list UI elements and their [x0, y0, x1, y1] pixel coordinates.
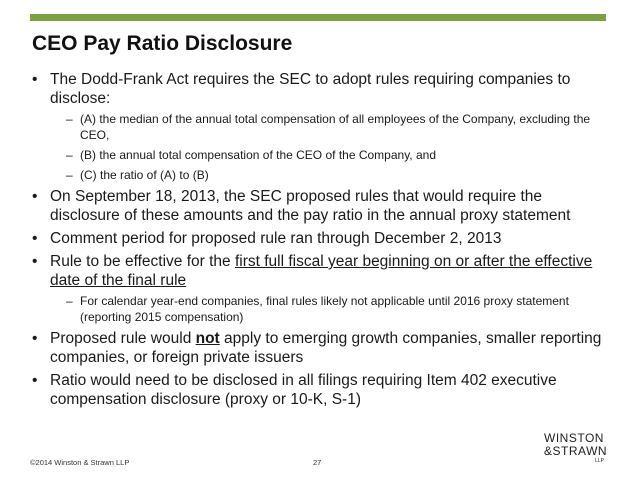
slide-title: CEO Pay Ratio Disclosure [32, 32, 293, 55]
sub-bullet-list [50, 111, 616, 183]
underlined-text: first full fiscal year beginning on or after the effective date of the final rule [50, 253, 593, 289]
logo-line-2: &STRAWN [544, 444, 608, 458]
bullet-item: • Ratio would need to be disclosed in all filings requiring Item 402 executive compensation disclosure (proxy or 10-K, S-1) [26, 371, 616, 409]
slide-content [26, 70, 616, 413]
sub-bullet-item: – (A) the median of the annual total compensation of all employees of the Company, excluding the CEO, [50, 111, 616, 143]
firm-logo [544, 432, 607, 464]
accent-bar [30, 14, 606, 21]
bullet-text: Proposed rule would [50, 330, 196, 347]
copyright-text: ©2014 Winston & Strawn LLP [30, 458, 130, 467]
bullet-item [26, 329, 616, 367]
bullet-item: • On September 18, 2013, the SEC proposed rules that would require the disclosure of these amounts and the pay ratio in the annual proxy statement [26, 187, 616, 225]
sub-bullet-item: – For calendar year-end companies, final rules likely not applicable until 2016 proxy statement (reporting 2015 compensation) [50, 293, 616, 325]
bullet-item [26, 70, 616, 183]
emphasis-text: not [195, 330, 220, 347]
sub-bullet-list [50, 293, 616, 325]
bullet-text: apply to emerging growth companies, smaller reporting companies, or foreign private issuers [50, 330, 602, 366]
logo-line-1: WINSTON [544, 431, 604, 445]
bullet-item [26, 252, 616, 325]
bullet-text: The Dodd-Frank Act requires the SEC to adopt rules requiring companies to disclose: [50, 71, 571, 107]
bullet-list [26, 70, 616, 409]
bullet-item: • Comment period for proposed rule ran through December 2, 2013 [26, 229, 616, 248]
logo-line-3: LLP [595, 458, 604, 464]
sub-bullet-item: – (C) the ratio of (A) to (B) [50, 167, 616, 183]
sub-bullet-item: – (B) the annual total compensation of the CEO of the Company, and [50, 147, 616, 163]
bullet-text: Rule to be effective for the [50, 253, 235, 270]
page-number: 27 [313, 458, 322, 467]
